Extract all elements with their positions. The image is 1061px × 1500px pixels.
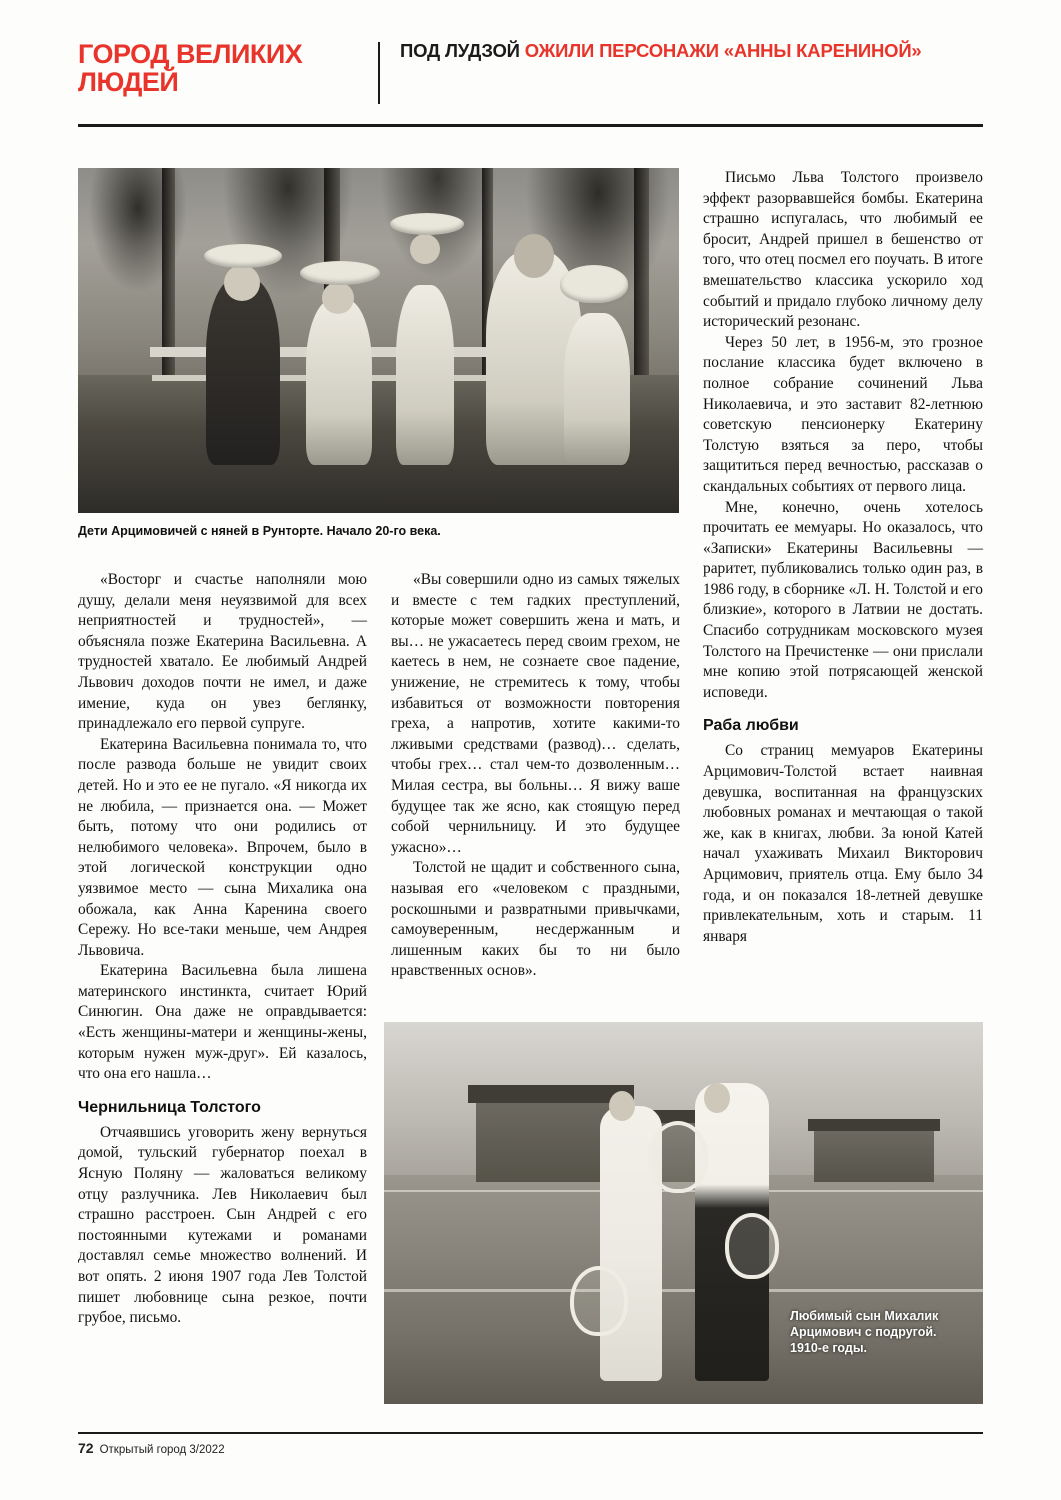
subheading-inkwell: Чернильница Толстого bbox=[78, 1098, 261, 1116]
paragraph: «Восторг и счастье наполняли мою душу, делали меня неуязвимой для всех неприятностей и трудностей», — объясняла позже Екатерина Васильевна. А трудностей хватало. Ее любимый Андрей Львович доходов почти не имел, и даже имение, куда он увез беглянку, принадлежало его первой супруге. bbox=[78, 571, 367, 733]
photo2-racket bbox=[570, 1266, 628, 1336]
photo1-tree-trunk bbox=[634, 168, 649, 382]
photo-children-with-nanny bbox=[78, 168, 679, 513]
paragraph: Письмо Льва Толстого произвело эффект разорвавшейся бомбы. Екатерина страшно испугалась, что любимый ее бросит, Андрей пришел в бешенство от того, что отец посмел его поучать. В итоге вмешательство классика ускорило ход событий и придало глубоко личному делу исторический резонанс. bbox=[703, 169, 983, 331]
photo1-bonnet bbox=[560, 265, 628, 303]
headline-emphasis: ОЖИЛИ ПЕРСОНАЖИ «АННЫ КАРЕНИНОЙ» bbox=[524, 40, 922, 61]
header-rule bbox=[78, 124, 983, 127]
paragraph: Екатерина Васильевна понимала то, что после развода больше не увидит своих детей. Но и это ее не пугало. «Я никогда их не любила, — признается она. — Может быть, потому что они родились от нелюбимого человека». Впрочем, было в этой логической конструкции одно уязвимое место — сына Михалика она обожала, как Анна Каренина своего Сережу. Но все-таки меньше, чем Андрея Львовича. bbox=[78, 735, 367, 959]
page-number: 72 bbox=[78, 1440, 94, 1456]
page-footer bbox=[78, 1440, 225, 1456]
text-column-1 bbox=[78, 570, 367, 1329]
headline-lead: ПОД ЛУДЗОЙ bbox=[400, 40, 525, 61]
paragraph: Со страниц мемуаров Екатерины Арцимович-Толстой встает наивная девушка, воспитанная на французских любовных романах и мечтающая о такой же, как в книгах, любви. За юной Катей начал ухаживать Михаил Викторович Арцимович, приятель отца. Ему было 34 года, и он показался 18-летней девушке привлекательным, хоть и старым. 11 января bbox=[703, 742, 983, 945]
photo1-figure-baby bbox=[564, 313, 630, 465]
photo1-figure-girl bbox=[306, 299, 372, 465]
photo1-figure-boy bbox=[206, 278, 280, 464]
text-column-2 bbox=[391, 570, 680, 982]
footer-rule bbox=[78, 1432, 983, 1434]
paragraph: Екатерина Васильевна была лишена материнского инстинкта, считает Юрий Синюгин. Она даже не оправдывается: «Есть женщины-матери и женщины-жены, которым нужен муж-друг». Ей казалось, что она его нашла… bbox=[78, 962, 367, 1083]
photo2-racket bbox=[648, 1121, 708, 1193]
paragraph: Мне, конечно, очень хотелось прочитать ее мемуары. Но оказалось, что «Записки» Екатерины Васильевны — раритет, публиковались только один раз, в 1986 году, в сборнике «Л. Н. Толстой и его близкие», которого в Латвии не достать. Спасибо сотрудникам московского музея Толстого на Пречистенке — они прислали мне копию этой потрясающей женской исповеди. bbox=[703, 498, 983, 701]
photo2-racket bbox=[725, 1213, 779, 1279]
article-headline bbox=[400, 40, 960, 61]
subheading-slave-of-love: Раба любви bbox=[703, 717, 799, 735]
photo1-figure-child bbox=[396, 285, 454, 464]
paragraph: Отчаявшись уговорить жену вернуться домой, тульский губернатор поехал в Ясную Поляну — жаловаться великому отцу разлучника. Лев Николаевич был страшно расстроен. Сын Андрей с его постоянными кутежами и романами доставлял семье множество волнений. И вот опять. 2 июня 1907 года Лев Толстой пишет любовнице сына резкое, почти грубое, письмо. bbox=[78, 1123, 367, 1327]
section-title: ГОРОД ВЕЛИКИХ ЛЮДЕЙ bbox=[78, 39, 303, 97]
photo2-building bbox=[814, 1129, 934, 1182]
photo-tennis-couple bbox=[384, 1022, 983, 1404]
photo1-head bbox=[322, 282, 354, 314]
masthead bbox=[78, 40, 983, 112]
photo1-head bbox=[410, 234, 440, 264]
text-column-3 bbox=[703, 168, 983, 947]
publication-info: Открытый город 3/2022 bbox=[99, 1444, 225, 1456]
paragraph: «Вы совершили одно из самых тяжелых и вместе с тем гадких преступлений, которые может совершить жена и мать, и вы… не ужасаетесь перед своим грехом, не каетесь в нем, не сознаете свое падение, унижение, не стремитесь к тому, чтобы избавиться от возможности повторения греха, а напротив, хотите какими-то лживыми средствами (развод)… сделать, чтобы грех… стал чем-то дозволенным… Милая сестра, вы больны… Я вижу ваше будущее так же ясно, как стоящую перед собой чернильницу. И это будущее ужасно»… bbox=[391, 571, 680, 856]
photo2-court-line bbox=[384, 1289, 983, 1292]
masthead-divider bbox=[378, 42, 380, 104]
photo1-straw-hat bbox=[390, 213, 464, 235]
photo1-head bbox=[514, 234, 554, 278]
photo1-straw-hat bbox=[300, 261, 380, 285]
photo-caption-2: Любимый сын Михалик Арцимович с подругой. 1910-е годы. bbox=[790, 1309, 939, 1355]
photo-caption-1: Дети Арцимовичей с няней в Рунторте. Начало 20-го века. bbox=[78, 524, 441, 538]
photo2-head bbox=[609, 1091, 635, 1121]
paragraph: Через 50 лет, в 1956-м, это грозное послание классика будет включено в полное собрание сочинений Льва Николаевича, и это заставит 82-летнюю советскую пенсионерку Екатерину Толстую взяться за перо, чтобы защититься перед вечностью, рассказав о скандальных событиях от первого лица. bbox=[703, 333, 983, 495]
photo2-roof bbox=[808, 1119, 940, 1131]
paragraph: Толстой не щадит и собственного сына, называя его «человеком с праздными, роскошными и развратными привычками, самоуверенным, несдержанным и лишенным каких бы то ни было нравственных основ». bbox=[391, 859, 680, 980]
photo1-straw-hat bbox=[204, 244, 282, 268]
photo1-head bbox=[224, 265, 260, 301]
